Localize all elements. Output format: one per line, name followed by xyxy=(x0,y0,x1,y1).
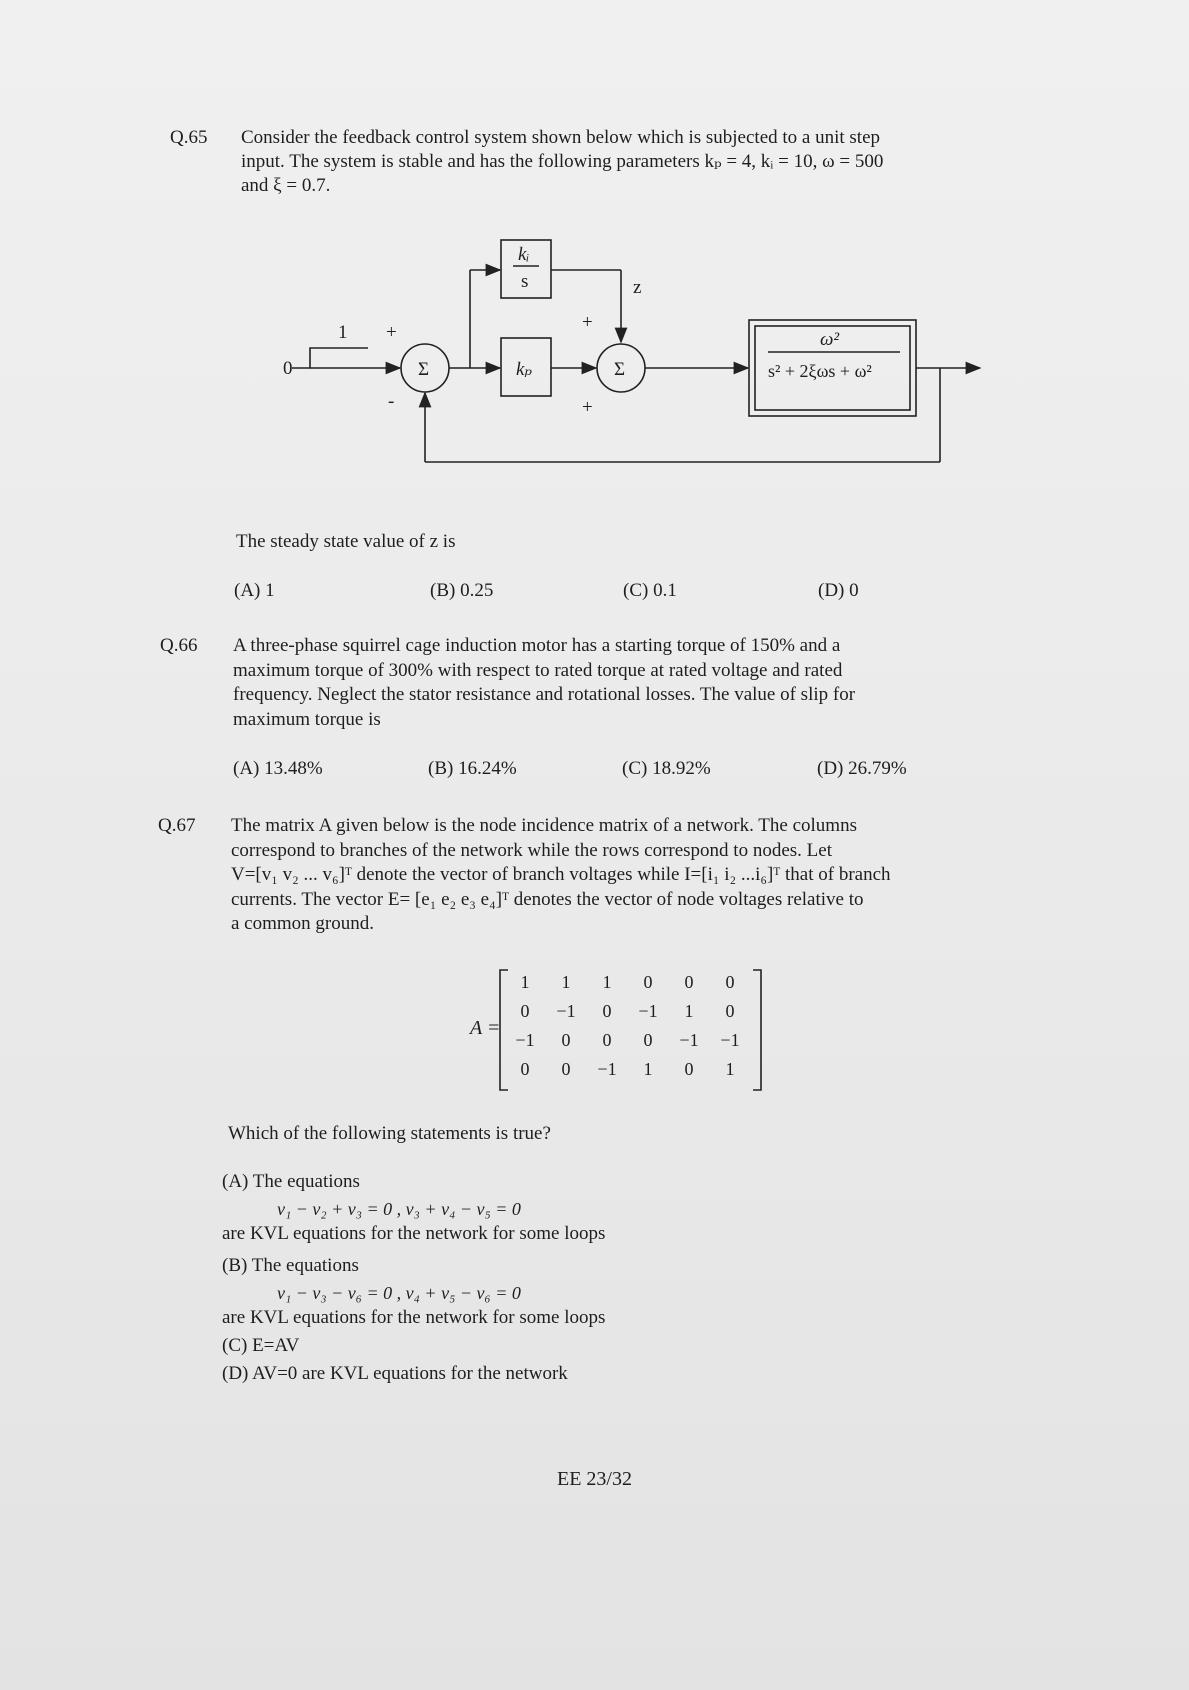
matrix-cell: 0 xyxy=(643,1030,653,1050)
option-a[interactable]: (A) 1 xyxy=(234,580,275,601)
sum2-symbol: Σ xyxy=(614,359,626,380)
matrix-cell: −1 xyxy=(515,1030,535,1050)
ki-numerator: kᵢ xyxy=(518,244,530,265)
option-a[interactable]: (A) 13.48% xyxy=(233,758,323,779)
control-block-diagram xyxy=(0,220,1189,520)
matrix-cell: 0 xyxy=(520,1001,530,1021)
sum1-minus-sign: - xyxy=(388,391,395,412)
question-text-line: a common ground. xyxy=(231,913,375,934)
matrix-cell: −1 xyxy=(720,1030,740,1050)
matrix-cell: 0 xyxy=(643,972,653,992)
option-c[interactable]: (C) E=AV xyxy=(222,1335,300,1356)
matrix-cell: 0 xyxy=(684,1059,694,1079)
question-67-options xyxy=(222,1170,1022,1390)
question-67 xyxy=(158,814,1008,939)
option-b[interactable] xyxy=(222,1254,922,1330)
option-b-text: are KVL equations for the network for some loops xyxy=(222,1307,606,1328)
matrix-cell: 1 xyxy=(602,972,612,992)
matrix-cell: 1 xyxy=(561,972,571,992)
question-65-prompt xyxy=(236,530,636,554)
ki-denominator: s xyxy=(521,271,529,292)
question-text-line: V=[v₁ v₂ ... v₆]ᵀ denote the vector of branch voltages while I=[i₁ i₂ ...i₆]ᵀ that of branch xyxy=(231,864,891,885)
option-d[interactable]: (D) 26.79% xyxy=(817,758,907,779)
question-text-line: currents. The vector E= [e₁ e₂ e₃ e₄]ᵀ denotes the vector of node voltages relative to xyxy=(231,888,864,910)
question-text-line: maximum torque is xyxy=(233,708,381,730)
kp-label: kₚ xyxy=(516,359,533,380)
plant-numerator: ω² xyxy=(820,329,840,350)
prompt-text: Which of the following statements is true? xyxy=(228,1123,551,1144)
matrix-cell: −1 xyxy=(638,1001,658,1021)
option-b-title: (B) The equations xyxy=(222,1255,359,1276)
question-number: Q.65 xyxy=(170,127,208,148)
question-66-options xyxy=(0,758,1189,784)
option-b[interactable]: (B) 16.24% xyxy=(428,758,517,779)
sum1-plus-sign: + xyxy=(386,322,397,343)
option-b[interactable]: (B) 0.25 xyxy=(430,580,494,601)
question-text-line: and ξ = 0.7. xyxy=(241,175,331,196)
plant-denominator: s² + 2ξωs + ω² xyxy=(768,361,872,381)
option-d[interactable]: (D) AV=0 are KVL equations for the network xyxy=(222,1363,568,1384)
matrix-label: A = xyxy=(470,1017,501,1039)
question-number: Q.67 xyxy=(158,815,196,836)
question-text-line: The matrix A given below is the node incidence matrix of a network. The columns xyxy=(231,815,857,836)
matrix-cell: 0 xyxy=(602,1030,612,1050)
matrix-cell: −1 xyxy=(556,1001,576,1021)
question-66 xyxy=(160,634,1010,734)
sum1-symbol: Σ xyxy=(418,359,430,380)
sum2-plus-top: + xyxy=(582,312,593,333)
question-text-line: maximum torque of 300% with respect to rated torque at rated voltage and rated xyxy=(233,659,843,681)
question-number: Q.66 xyxy=(160,635,198,656)
question-text-line: input. The system is stable and has the following parameters kₚ = 4, kᵢ = 10, ω = 500 xyxy=(241,151,884,172)
option-a-equation: v₁ − v₂ + v₃ = 0 , v₃ + v₄ − v₅ = 0 xyxy=(277,1199,521,1219)
matrix-cell: 0 xyxy=(520,1059,530,1079)
question-text-line: frequency. Neglect the stator resistance and rotational losses. The value of slip for xyxy=(233,684,856,705)
matrix-cell: −1 xyxy=(597,1059,617,1079)
matrix-cell: 0 xyxy=(561,1030,571,1050)
option-a[interactable] xyxy=(222,1170,922,1246)
question-text-line: A three-phase squirrel cage induction motor has a starting torque of 150% and a xyxy=(233,635,841,656)
matrix-cell: 1 xyxy=(520,972,530,992)
question-text-line: Consider the feedback control system shown below which is subjected to a unit step xyxy=(241,127,881,148)
matrix-cell: 1 xyxy=(643,1059,653,1079)
matrix-cell: 1 xyxy=(684,1001,694,1021)
input-level-high: 1 xyxy=(338,322,348,343)
page-footer: EE 23/32 xyxy=(557,1468,632,1490)
option-a-text: are KVL equations for the network for some loops xyxy=(222,1223,606,1244)
input-level-low: 0 xyxy=(283,358,293,379)
matrix-cell: 0 xyxy=(684,972,694,992)
matrix-cell: 1 xyxy=(725,1059,735,1079)
question-text-line: correspond to branches of the network while the rows correspond to nodes. Let xyxy=(231,839,832,861)
matrix-grid xyxy=(505,972,755,1088)
option-c[interactable]: (C) 0.1 xyxy=(623,580,677,601)
matrix-cell: 0 xyxy=(725,972,735,992)
matrix-cell: −1 xyxy=(679,1030,699,1050)
prompt-text: The steady state value of z is xyxy=(236,531,456,552)
matrix-cell: 0 xyxy=(602,1001,612,1021)
option-d[interactable]: (D) 0 xyxy=(818,580,859,601)
option-c[interactable]: (C) 18.92% xyxy=(622,758,711,779)
sum2-plus-bottom: + xyxy=(582,397,593,418)
matrix-cell: 0 xyxy=(561,1059,571,1079)
option-a-title: (A) The equations xyxy=(222,1171,360,1192)
question-65-options xyxy=(0,580,1189,606)
z-label: z xyxy=(633,277,642,298)
option-b-equation: v₁ − v₃ − v₆ = 0 , v₄ + v₅ − v₆ = 0 xyxy=(277,1283,521,1303)
question-67-prompt xyxy=(228,1122,728,1146)
step-input-signal xyxy=(292,348,368,368)
matrix-cell: 0 xyxy=(725,1001,735,1021)
question-65 xyxy=(170,126,1000,196)
